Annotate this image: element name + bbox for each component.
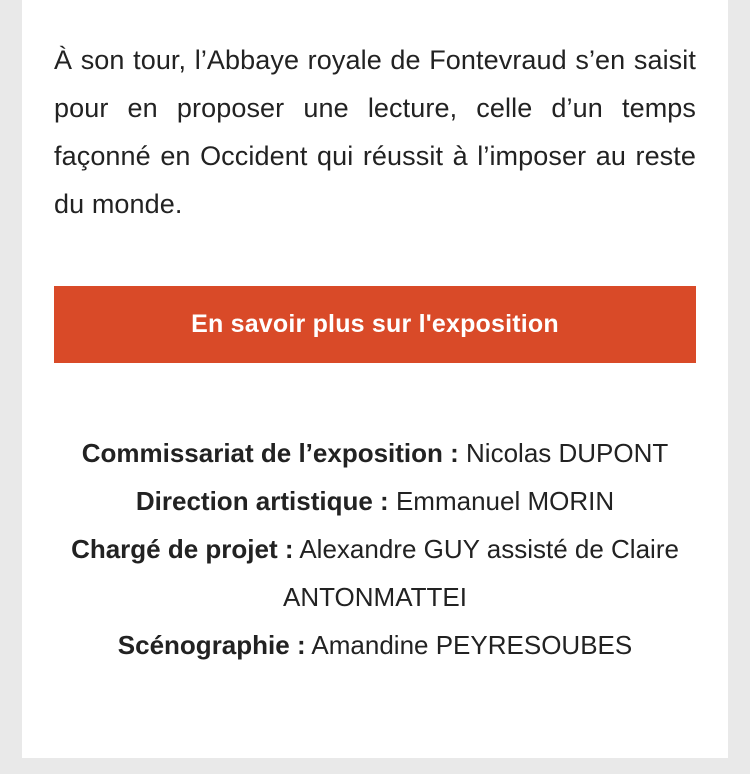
page-content xyxy=(22,0,728,669)
learn-more-button[interactable]: En savoir plus sur l'exposition xyxy=(54,286,696,363)
credit-line xyxy=(54,477,696,525)
credits-block xyxy=(54,429,696,669)
credit-line xyxy=(54,621,696,669)
credit-line xyxy=(54,429,696,477)
credit-line xyxy=(54,525,696,621)
credit-name: Alexandre GUY assisté de Claire ANTONMATTEI xyxy=(283,534,679,612)
credit-role: Commissariat de l’exposition : xyxy=(81,438,459,468)
credit-name: Nicolas DUPONT xyxy=(466,438,669,468)
credit-name: Emmanuel MORIN xyxy=(395,486,615,516)
credit-role: Chargé de projet : xyxy=(71,534,294,564)
credit-role: Direction artistique : xyxy=(135,486,389,516)
cta-container xyxy=(54,286,696,363)
credit-role: Scénographie : xyxy=(117,630,306,660)
page-card xyxy=(22,0,728,758)
intro-paragraph: À son tour, l’Abbaye royale de Fontevraud s’en saisit pour en proposer une lecture, celle d’un temps façonné en Occident qui réussit à l’imposer au reste du monde. xyxy=(54,45,696,219)
credit-name: Amandine PEYRESOUBES xyxy=(311,630,633,660)
